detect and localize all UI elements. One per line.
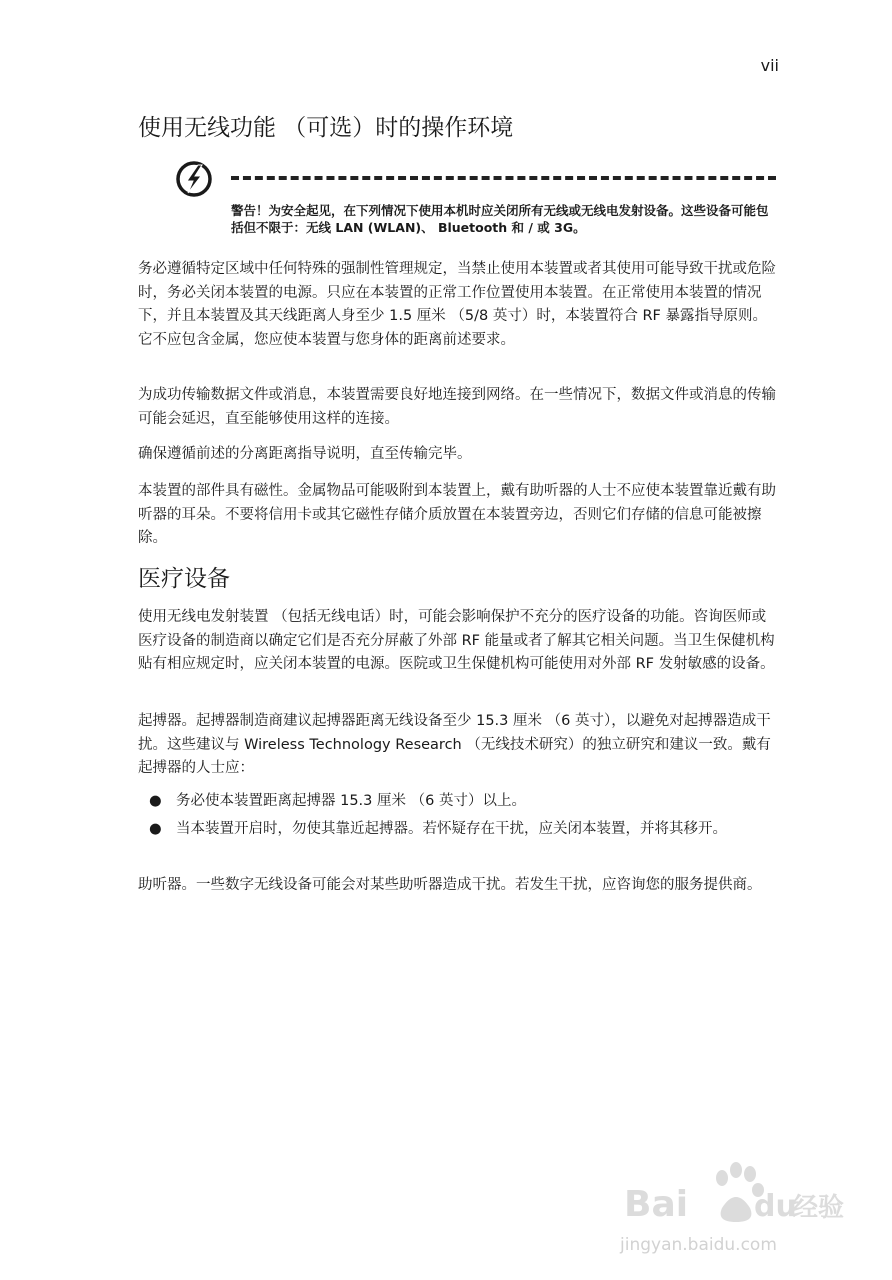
paragraph-medical: 使用无线电发射装置 （包括无线电话）时，可能会影响保护不充分的医疗设备的功能。咨询医师或医疗设备的制造商以确定它们是否充分屏蔽了外部 RF 能量或者了解其它相关问题。当卫生保健机构贴有相应规定时，应关闭本装置的电源。医院或卫生保健机构可能使用对外部 RF 发射敏感的设备。 <box>138 609 775 672</box>
paragraph-regulations: 务必遵循特定区域中任何特殊的强制性管理规定，当禁止使用本装置或者其使用可能导致干扰或危险时，务必关闭本装置的电源。只应在本装置的正常工作位置使用本装置。在正常使用本装置的情况下，并且本装置及其天线距离人身至少 1.5 厘米 （5/8 英寸）时，本装置符合 RF 暴露指导原则。它不应包含金属，您应使本装置与您身体的距离前述要求。 <box>138 261 776 348</box>
section-heading-wireless: 使用无线功能 （可选）时的操作环境 <box>138 115 514 141</box>
paragraph-separation: 确保遵循前述的分离距离指导说明，直至传输完毕。 <box>138 446 472 462</box>
baidu-jingyan-watermark-logo <box>616 1160 848 1260</box>
paragraph-network: 为成功传输数据文件或消息，本装置需要良好地连接到网络。在一些情况下，数据文件或消息的传输可能会延迟，直至能够使用这样的连接。 <box>138 387 776 427</box>
bullet-text: 当本装置开启时，勿使其靠近起搏器。若怀疑存在干扰，应关闭本装置，并将其移开。 <box>176 820 727 837</box>
bullet-icon: ● <box>149 820 162 837</box>
page-number: vii <box>760 56 779 75</box>
section-heading-medical: 医疗设备 <box>138 566 230 592</box>
paragraph-magnetic: 本装置的部件具有磁性。金属物品可能吸附到本装置上，戴有助听器的人士不应使本装置靠近戴有助听器的耳朵。不要将信用卡或其它磁性存储介质放置在本装置旁边，否则它们存储的信息可能被擦除。 <box>138 483 776 546</box>
svg-text:jingyan.baidu.com: jingyan.baidu.com <box>620 1235 777 1255</box>
bullet-icon: ● <box>149 793 162 809</box>
list-item <box>138 790 778 814</box>
warning-text: 警告！为安全起见，在下列情况下使用本机时应关闭所有无线或无线电发射设备。这些设备可能包括但不限于：无线 LAN (WLAN)、 Bluetooth 和 / 或 3G。 <box>231 203 769 235</box>
lightning-warning-icon <box>175 160 213 198</box>
list-item <box>138 818 778 842</box>
bullet-text: 务必使本装置距离起搏器 15.3 厘米 （6 英寸）以上。 <box>176 793 526 809</box>
warning-divider <box>231 176 776 180</box>
paragraph-hearing-aid: 助听器。一些数字无线设备可能会对某些助听器造成干扰。若发生干扰，应咨询您的服务提供商。 <box>138 877 762 893</box>
svg-text:Bai: Bai <box>624 1184 689 1225</box>
paragraph-pacemaker: 起搏器。起搏器制造商建议起搏器距离无线设备至少 15.3 厘米 （6 英寸），以避免对起搏器造成干扰。这些建议与 Wireless Technology Research （无线技术研究）的独立研究和建议一致。戴有起搏器的人士应： <box>138 713 771 776</box>
svg-text:经验: 经验 <box>792 1193 845 1223</box>
svg-text:du: du <box>754 1189 797 1224</box>
pacemaker-bullet-list <box>138 790 778 845</box>
